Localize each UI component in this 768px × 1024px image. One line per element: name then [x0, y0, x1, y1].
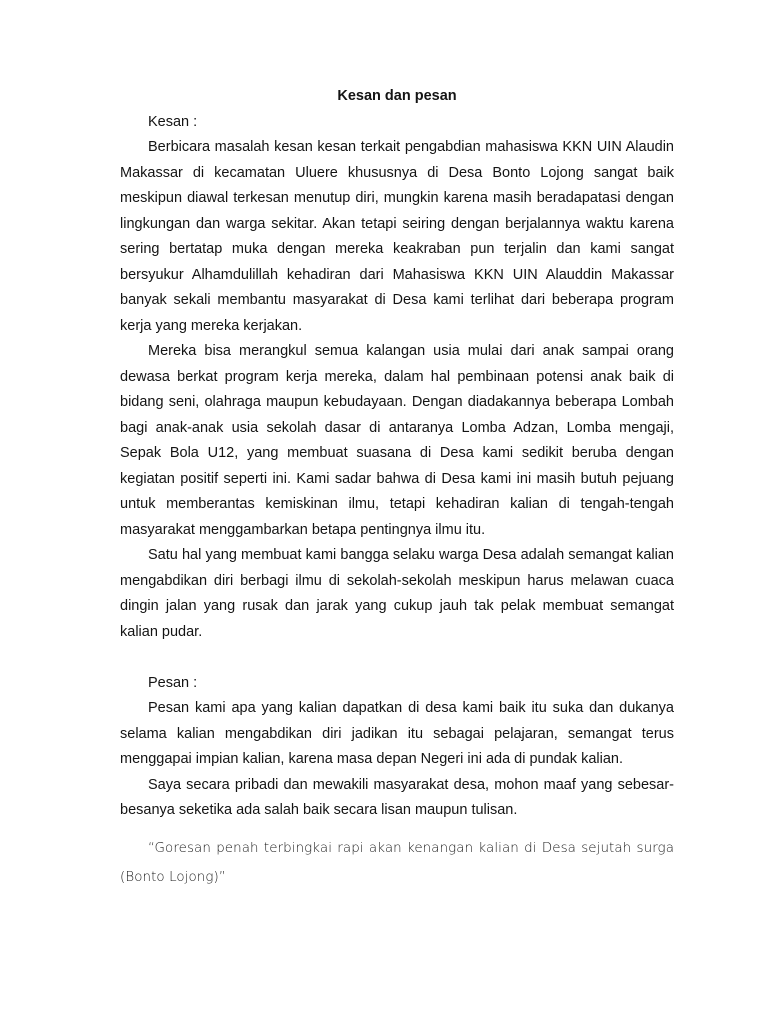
- kesan-paragraph-3: Satu hal yang membuat kami bangga selaku warga Desa adalah semangat kalian mengabdikan diri berbagi ilmu di sekolah-sekolah meskipun harus melawan cuaca dingin jalan yang rusak dan jarak yang cukup jauh tak pelak membuat semangat kalian pudar.: [120, 547, 674, 640]
- document-title: Kesan dan pesan: [337, 88, 457, 104]
- section-spacer: [120, 645, 674, 671]
- document-body: [120, 84, 674, 892]
- kesan-label: Kesan :: [148, 113, 198, 130]
- pesan-label: Pesan :: [148, 674, 198, 691]
- closing-quote: “Goresan penah terbingkai rapi akan kenangan kalian di Desa sejutah surga (Bonto Lojong)”: [120, 840, 674, 885]
- kesan-paragraph-2: Mereka bisa merangkul semua kalangan usia mulai dari anak sampai orang dewasa berkat program kerja mereka, dalam hal pembinaan potensi anak baik di bidang seni, olahraga maupun kebudayaan. Dengan diadakannya beberapa Lombah bagi anak-anak usia sekolah dasar di antaranya Lomba Adzan, Lomba mengaji, Sepak Bola U12, yang membuat suasana di Desa kami sedikit beruba dengan kegiatan positif seperti ini. Kami sadar bahwa di Desa kami ini masih butuh pejuang untuk memberantas kemiskinan ilmu, tetapi kehadiran kalian di tengah-tengah masyarakat menggambarkan betapa pentingnya ilmu itu.: [120, 343, 674, 538]
- pesan-paragraph-1: Pesan kami apa yang kalian dapatkan di desa kami baik itu suka dan dukanya selama kalian mengabdikan diri jadikan itu sebagai pelajaran, semangat terus menggapai impian kalian, karena masa depan Negeri ini ada di pundak kalian.: [120, 700, 674, 767]
- pesan-paragraph-2: Saya secara pribadi dan mewakili masyarakat desa, mohon maaf yang sebesar-besanya seketika ada salah baik secara lisan maupun tulisan.: [120, 776, 674, 818]
- kesan-paragraph-1: Berbicara masalah kesan kesan terkait pengabdian mahasiswa KKN UIN Alaudin Makassar di kecamatan Uluere khususnya di Desa Bonto Lojong sangat baik meskipun diawal terkesan menutup diri, mungkin karena masih beradapatasi dengan lingkungan dan warga sekitar. Akan tetapi seiring dengan berjalannya waktu karena sering bertatap muka dengan mereka keakraban pun terjalin dan kami sangat bersyukur Alhamdulillah kehadiran dari Mahasiswa KKN UIN Alauddin Makassar banyak sekali membantu masyarakat di Desa kami terlihat dari beberapa program kerja yang mereka kerjakan.: [120, 139, 674, 334]
- quote-spacer: [120, 824, 674, 834]
